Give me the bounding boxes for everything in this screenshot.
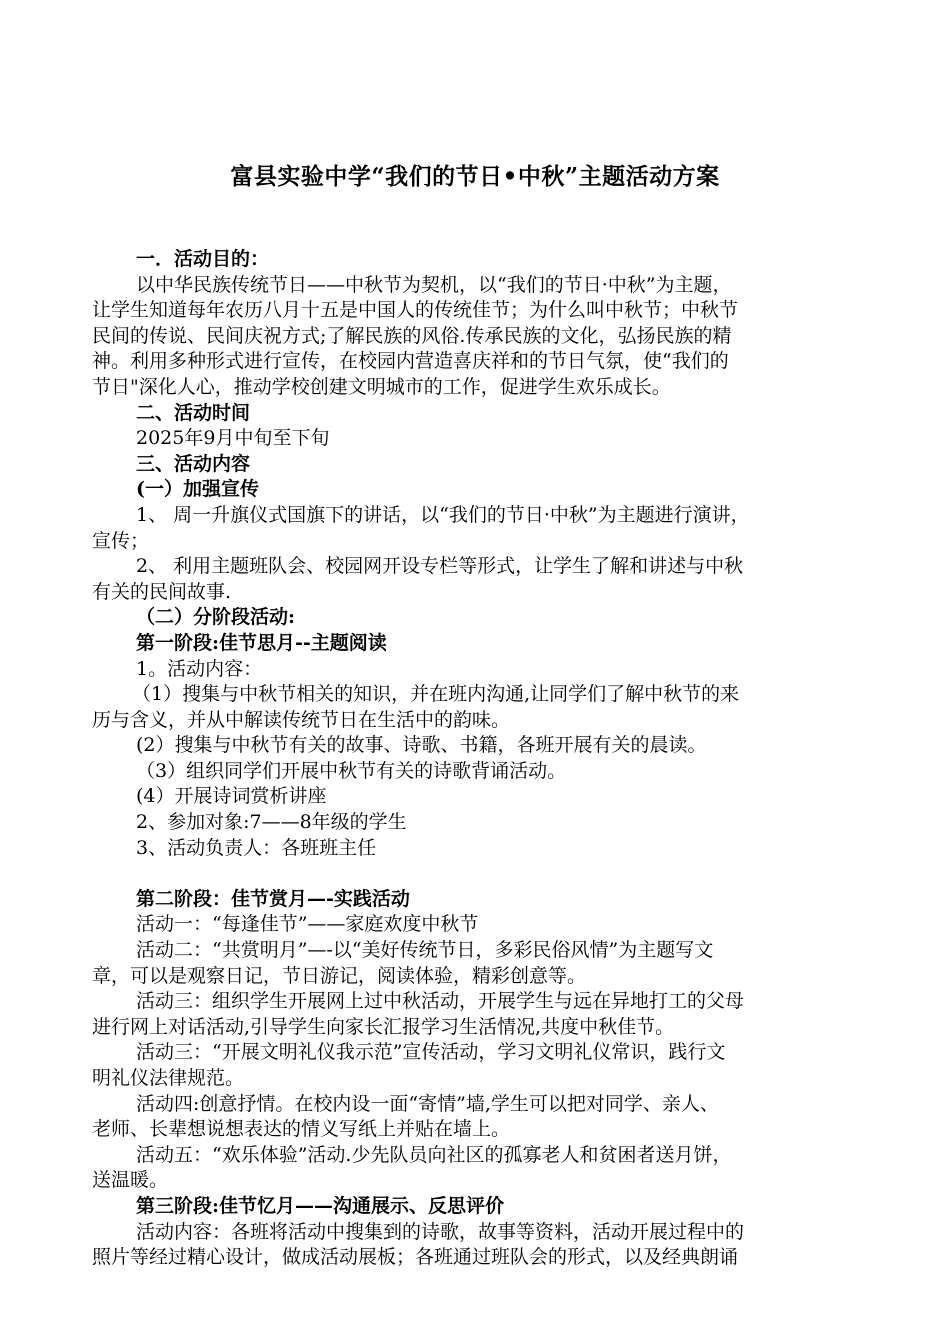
text-line: 活动三：“开展文明礼仪我示范”宣传活动，学习文明礼仪常识，践行文 <box>136 1041 726 1064</box>
text-line: 3、活动负责人：各班班主任 <box>136 836 377 859</box>
section-heading: 第三阶段:佳节忆月——沟通展示、反思评价 <box>136 1194 505 1217</box>
document-body <box>92 247 862 1271</box>
text-line: 送温暖。 <box>92 1169 169 1192</box>
section-heading: 第二阶段：佳节赏月—-实践活动 <box>136 887 410 910</box>
text-line: 活动内容：各班将活动中搜集到的诗歌，故事等资料，活动开展过程中的 <box>136 1220 745 1243</box>
text-line: 2、 利用主题班队会、校园网开设专栏等形式，让学生了解和讲述与中秋 <box>136 555 744 578</box>
text-line: (4）开展诗词赏析讲座 <box>136 785 327 808</box>
text-line: 活动三：组织学生开展网上过中秋活动，开展学生与远在异地打工的父母 <box>136 990 745 1013</box>
text-line: 1。活动内容： <box>136 657 263 680</box>
section-heading: （二）分阶段活动: <box>136 606 296 629</box>
text-line: (2）搜集与中秋节有关的故事、诗歌、书籍，各班开展有关的晨读。 <box>136 734 707 757</box>
text-line: 活动二：“共赏明月”—-以“美好传统节日，多彩民俗风情”为主题写文 <box>136 939 714 962</box>
text-line: 活动四:创意抒情。在校内设一面“寄情”墙,学生可以把对同学、亲人、 <box>136 1092 719 1115</box>
text-line: 明礼仪法律规范。 <box>92 1067 245 1089</box>
text-line: 神。利用多种形式进行宣传，在校园内营造喜庆祥和的节日气氛，使“我们的 <box>92 350 729 373</box>
text-line: 章，可以是观察日记，节日游记，阅读体验，精彩创意等。 <box>92 964 587 987</box>
document-title: 富县实验中学“我们的节日•中秋”主题活动方案 <box>230 163 720 190</box>
text-line: 活动一：“每逢佳节”——家庭欢度中秋节 <box>136 913 479 936</box>
section-heading: (一）加强宣传 <box>136 478 259 501</box>
text-line: 2025年9月中旬至下旬 <box>136 427 330 450</box>
text-line: 进行网上对话活动,引导学生向家长汇报学习生活情况,共度中秋佳节。 <box>92 1015 675 1038</box>
text-line: （3）组织同学们开展中秋节有关的诗歌背诵活动。 <box>136 759 567 782</box>
text-line: 宣传； <box>92 529 150 552</box>
section-heading: 一．活动目的： <box>136 248 270 270</box>
text-line: 以中华民族传统节日——中秋节为契机，以“我们的节日·中秋”为主题， <box>136 273 732 296</box>
text-line: 照片等经过精心设计，做成活动展板；各班通过班队会的形式，以及经典朗诵 <box>92 1246 739 1269</box>
blank-line <box>92 861 862 887</box>
text-line: 1、 周一升旗仪式国旗下的讲话，以“我们的节日·中秋”为主题进行演讲， <box>136 503 750 526</box>
text-line: 有关的民间故事. <box>92 580 232 603</box>
text-line: 节日"深化人心，推动学校创建文明城市的工作，促进学生欢乐成长。 <box>92 375 671 398</box>
section-heading: 第一阶段:佳节思月--主题阅读 <box>136 631 387 654</box>
text-line: （1）搜集与中秋节相关的知识，并在班内沟通,让同学们了解中秋节的来 <box>132 683 740 706</box>
text-line: 民间的传说、民间庆祝方式;了解民族的风俗.传承民族的文化，弘扬民族的精 <box>92 324 732 347</box>
section-heading: 三、活动内容 <box>136 452 251 475</box>
text-line: 历与含义，并从中解读传统节日在生活中的韵味。 <box>92 708 511 731</box>
text-line: 让学生知道每年农历八月十五是中国人的传统佳节；为什么叫中秋节；中秋节 <box>92 299 739 322</box>
text-line: 2、参加对象:7——8年级的学生 <box>136 811 407 834</box>
text-line: 老师、长辈想说想表达的情义写纸上并贴在墙上。 <box>92 1118 511 1141</box>
text-line: 活动五：“欢乐体验”活动.少先队员向社区的孤寡老人和贫困者送月饼， <box>136 1143 732 1166</box>
section-heading: 二、活动时间 <box>136 401 251 424</box>
